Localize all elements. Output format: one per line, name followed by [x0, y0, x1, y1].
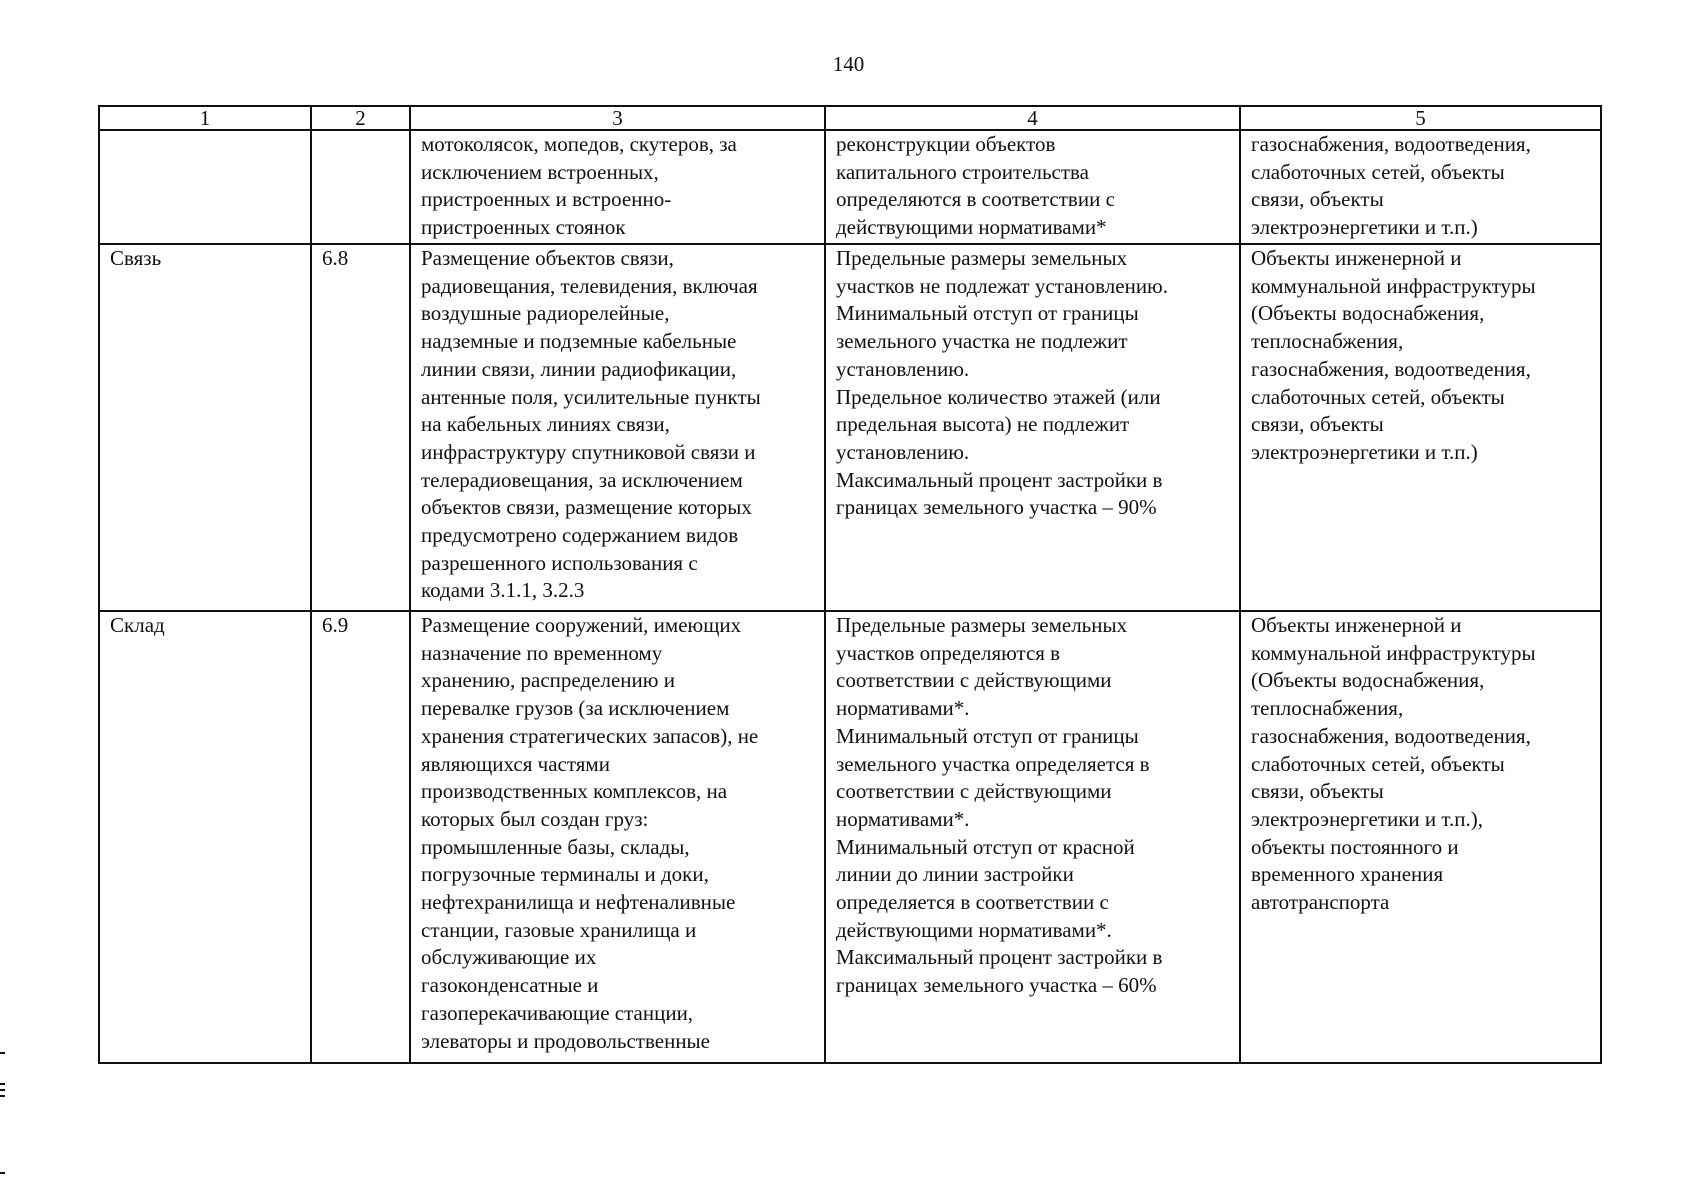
- use-code-cell: 6.8: [311, 244, 410, 611]
- use-code-cell: 6.9: [311, 611, 410, 1063]
- margin-mark: [0, 1095, 5, 1097]
- column-header-5: 5: [1240, 106, 1601, 130]
- margin-mark: [0, 1083, 5, 1085]
- margin-mark: [0, 1052, 5, 1054]
- use-description-cell: Размещение объектов связи, радиовещания, телевидения, включая воздушные радиорелейные, надземные и подземные кабельные линии связи, линии радиофикации, антенные поля, усилительные пункты на кабельных линиях связи, инфраструктуру спутниковой связи и телерадиовещания, за исключением объектов связи, размещение которых предусмотрено содержанием видов разрешенного использования с кодами 3.1.1, 3.2.3: [410, 244, 825, 611]
- use-description-cell: мотоколясок, мопедов, скутеров, за исключением встроенных, пристроенных и встроенно- пристроенных стоянок: [410, 130, 825, 244]
- table-row: [99, 130, 1601, 244]
- auxiliary-uses-cell: газоснабжения, водоотведения, слаботочных сетей, объекты связи, объекты электроэнергетики и т.п.): [1240, 130, 1601, 244]
- land-use-table: [98, 105, 1602, 1064]
- use-name-cell: [99, 130, 311, 244]
- use-parameters-cell: реконструкции объектов капитального строительства определяются в соответствии с действующими нормативами*: [825, 130, 1240, 244]
- column-header-3: 3: [410, 106, 825, 130]
- use-code-cell: [311, 130, 410, 244]
- auxiliary-uses-cell: Объекты инженерной и коммунальной инфраструктуры (Объекты водоснабжения, теплоснабжения, газоснабжения, водоотведения, слаботочных сетей, объекты связи, объекты электроэнергетики и т.п.): [1240, 244, 1601, 611]
- use-description-cell: Размещение сооружений, имеющих назначение по временному хранению, распределению и перевалке грузов (за исключением хранения стратегических запасов), не являющихся частями производственных комплексов, на которых был создан груз: промышленные базы, склады, погрузочные терминалы и доки, нефтехранилища и нефтеналивные станции, газовые хранилища и обслуживающие их газоконденсатные и газоперекачивающие станции, элеваторы и продовольственные: [410, 611, 825, 1063]
- column-header-2: 2: [311, 106, 410, 130]
- margin-mark: [0, 1172, 5, 1174]
- use-name-cell: Связь: [99, 244, 311, 611]
- margin-mark: [0, 1089, 5, 1091]
- use-name-cell: Склад: [99, 611, 311, 1063]
- use-parameters-cell: Предельные размеры земельных участков не подлежат установлению. Минимальный отступ от границы земельного участка не подлежит установлению. Предельное количество этажей (или предельная высота) не подлежит установлению. Максимальный процент застройки в границах земельного участка – 90%: [825, 244, 1240, 611]
- column-header-4: 4: [825, 106, 1240, 130]
- auxiliary-uses-cell: Объекты инженерной и коммунальной инфраструктуры (Объекты водоснабжения, теплоснабжения, газоснабжения, водоотведения, слаботочных сетей, объекты связи, объекты электроэнергетики и т.п.), объекты постоянного и временного хранения автотранспорта: [1240, 611, 1601, 1063]
- table-header-row: [99, 106, 1601, 130]
- use-parameters-cell: Предельные размеры земельных участков определяются в соответствии с действующими нормативами*. Минимальный отступ от границы земельного участка определяется в соответствии с действующими нормативами*. Минимальный отступ от красной линии до линии застройки определяется в соответствии с действующими нормативами*. Максимальный процент застройки в границах земельного участка – 60%: [825, 611, 1240, 1063]
- page-number: 140: [832, 52, 865, 76]
- column-header-1: 1: [99, 106, 311, 130]
- table-row: [99, 244, 1601, 611]
- table-row: [99, 611, 1601, 1063]
